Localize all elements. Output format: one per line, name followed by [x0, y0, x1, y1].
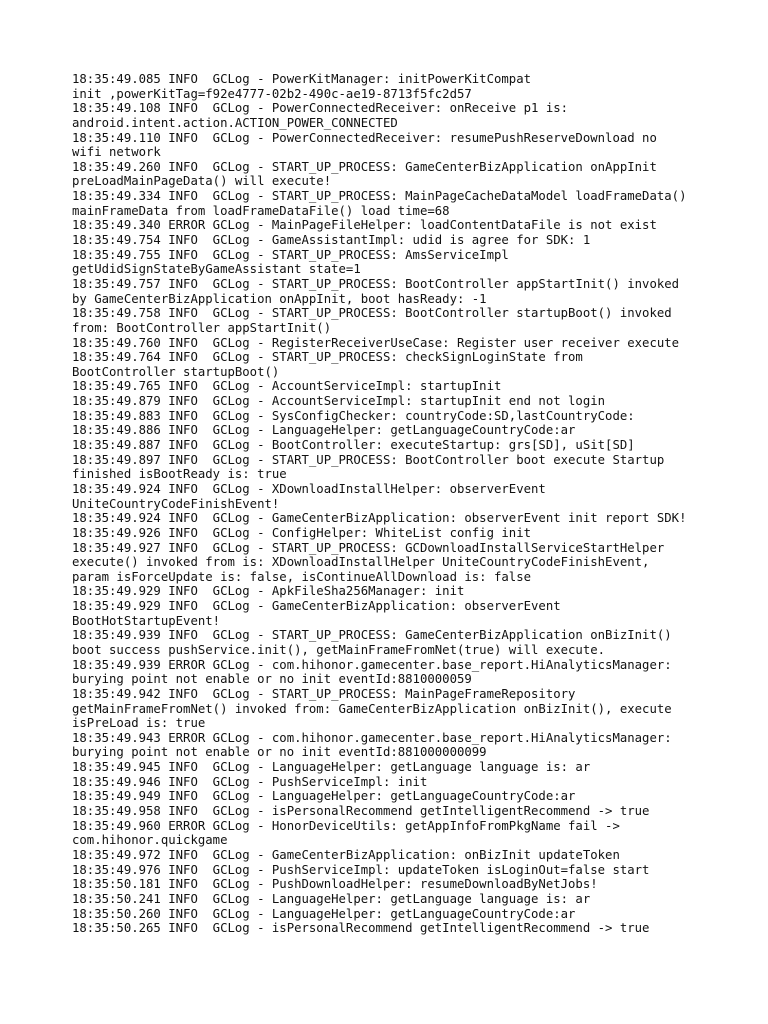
log-line: 18:35:49.757 INFO GCLog - START_UP_PROCESS: BootController appStartInit() invoked [72, 276, 680, 291]
log-line: from: BootController appStartInit() [72, 320, 332, 335]
log-line: 18:35:49.929 INFO GCLog - ApkFileSha256Manager: init [72, 584, 465, 599]
log-line: 18:35:49.760 INFO GCLog - RegisterReceiverUseCase: Register user receiver execute [72, 335, 680, 350]
log-line: param isForceUpdate is: false, isContinueAllDownload is: false [72, 569, 532, 584]
log-line: 18:35:49.949 INFO GCLog - LanguageHelper: getLanguageCountryCode:ar [72, 789, 576, 804]
log-line: 18:35:49.886 INFO GCLog - LanguageHelper: getLanguageCountryCode:ar [72, 423, 576, 438]
log-line: 18:35:49.883 INFO GCLog - SysConfigChecker: countryCode:SD,lastCountryCode: [72, 408, 635, 423]
log-line: 18:35:49.926 INFO GCLog - ConfigHelper: WhiteList config init [72, 525, 532, 540]
log-line: wifi network [72, 145, 161, 160]
log-line: 18:35:49.755 INFO GCLog - START_UP_PROCESS: AmsServiceImpl [72, 247, 509, 262]
log-line: by GameCenterBizApplication onAppInit, boot hasReady: -1 [72, 291, 487, 306]
log-line: execute() invoked from is: XDownloadInstallHelper UniteCountryCodeFinishEvent, [72, 555, 650, 570]
log-line: 18:35:49.887 INFO GCLog - BootController: executeStartup: grs[SD], uSit[SD] [72, 438, 635, 453]
log-line: 18:35:49.939 INFO GCLog - START_UP_PROCESS: GameCenterBizApplication onBizInit() [72, 628, 672, 643]
log-line: 18:35:49.764 INFO GCLog - START_UP_PROCESS: checkSignLoginState from [72, 350, 583, 365]
log-line: 18:35:49.897 INFO GCLog - START_UP_PROCESS: BootController boot execute Startup [72, 452, 665, 467]
log-line: BootHotStartupEvent! [72, 613, 221, 628]
log-line: 18:35:49.927 INFO GCLog - START_UP_PROCESS: GCDownloadInstallServiceStartHelper [72, 540, 665, 555]
log-line: 18:35:49.976 INFO GCLog - PushServiceImpl: updateToken isLoginOut=false start [72, 862, 650, 877]
log-line: mainFrameData from loadFrameDataFile() load time=68 [72, 203, 450, 218]
log-text-block [72, 72, 712, 936]
log-line: burying point not enable or no init eventId:881000000099 [72, 745, 487, 760]
log-line: 18:35:49.108 INFO GCLog - PowerConnectedReceiver: onReceive p1 is: [72, 101, 569, 116]
log-line: boot success pushService.init(), getMainFrameFromNet(true) will execute. [72, 642, 606, 657]
log-line: 18:35:49.958 INFO GCLog - isPersonalRecommend getIntelligentRecommend -> true [72, 804, 650, 819]
log-line: 18:35:49.946 INFO GCLog - PushServiceImpl: init [72, 774, 428, 789]
log-line: 18:35:49.340 ERROR GCLog - MainPageFileHelper: loadContentDataFile is not exist [72, 218, 657, 233]
log-line: 18:35:49.085 INFO GCLog - PowerKitManager: initPowerKitCompat [72, 72, 532, 86]
log-line: 18:35:49.939 ERROR GCLog - com.hihonor.gamecenter.base_report.HiAnalyticsManager: [72, 657, 672, 672]
log-line: BootController startupBoot() [72, 364, 280, 379]
log-line: 18:35:49.929 INFO GCLog - GameCenterBizApplication: observerEvent [72, 599, 561, 614]
log-line: getMainFrameFromNet() invoked from: GameCenterBizApplication onBizInit(), execute [72, 701, 672, 716]
log-line: com.hihonor.quickgame [72, 833, 228, 848]
log-line: 18:35:49.110 INFO GCLog - PowerConnectedReceiver: resumePushReserveDownload no [72, 130, 657, 145]
log-line: 18:35:49.972 INFO GCLog - GameCenterBizApplication: onBizInit updateToken [72, 847, 620, 862]
log-line: 18:35:49.960 ERROR GCLog - HonorDeviceUtils: getAppInfoFromPkgName fail -> [72, 818, 620, 833]
log-line: 18:35:49.334 INFO GCLog - START_UP_PROCESS: MainPageCacheDataModel loadFrameData() [72, 189, 687, 204]
log-line: 18:35:50.260 INFO GCLog - LanguageHelper: getLanguageCountryCode:ar [72, 906, 576, 921]
log-line: isPreLoad is: true [72, 716, 206, 731]
log-line: 18:35:50.241 INFO GCLog - LanguageHelper: getLanguage language is: ar [72, 891, 591, 906]
log-line: 18:35:49.879 INFO GCLog - AccountServiceImpl: startupInit end not login [72, 394, 606, 409]
log-line: 18:35:49.924 INFO GCLog - XDownloadInstallHelper: observerEvent [72, 481, 546, 496]
log-line: 18:35:49.924 INFO GCLog - GameCenterBizApplication: observerEvent init report SDK! [72, 511, 687, 526]
log-line: android.intent.action.ACTION_POWER_CONNECTED [72, 115, 398, 130]
log-line: 18:35:50.265 INFO GCLog - isPersonalRecommend getIntelligentRecommend -> true [72, 921, 650, 936]
log-line: 18:35:49.943 ERROR GCLog - com.hihonor.gamecenter.base_report.HiAnalyticsManager: [72, 730, 672, 745]
log-line: burying point not enable or no init eventId:8810000059 [72, 672, 472, 687]
log-line: 18:35:49.754 INFO GCLog - GameAssistantImpl: udid is agree for SDK: 1 [72, 233, 591, 248]
log-line: getUdidSignStateByGameAssistant state=1 [72, 262, 361, 277]
log-line: preLoadMainPageData() will execute! [72, 174, 332, 189]
log-line: 18:35:49.260 INFO GCLog - START_UP_PROCESS: GameCenterBizApplication onAppInit [72, 159, 657, 174]
log-line: 18:35:49.765 INFO GCLog - AccountServiceImpl: startupInit [72, 379, 502, 394]
log-line: UniteCountryCodeFinishEvent! [72, 496, 280, 511]
log-line: init ,powerKitTag=f92e4777-02b2-490c-ae19-8713f5fc2d57 [72, 86, 472, 101]
log-line: 18:35:49.945 INFO GCLog - LanguageHelper: getLanguage language is: ar [72, 760, 591, 775]
log-line: 18:35:50.181 INFO GCLog - PushDownloadHelper: resumeDownloadByNetJobs! [72, 877, 598, 892]
log-line: 18:35:49.942 INFO GCLog - START_UP_PROCESS: MainPageFrameRepository [72, 686, 576, 701]
log-line: finished isBootReady is: true [72, 467, 287, 482]
log-line: 18:35:49.758 INFO GCLog - START_UP_PROCESS: BootController startupBoot() invoked [72, 306, 672, 321]
